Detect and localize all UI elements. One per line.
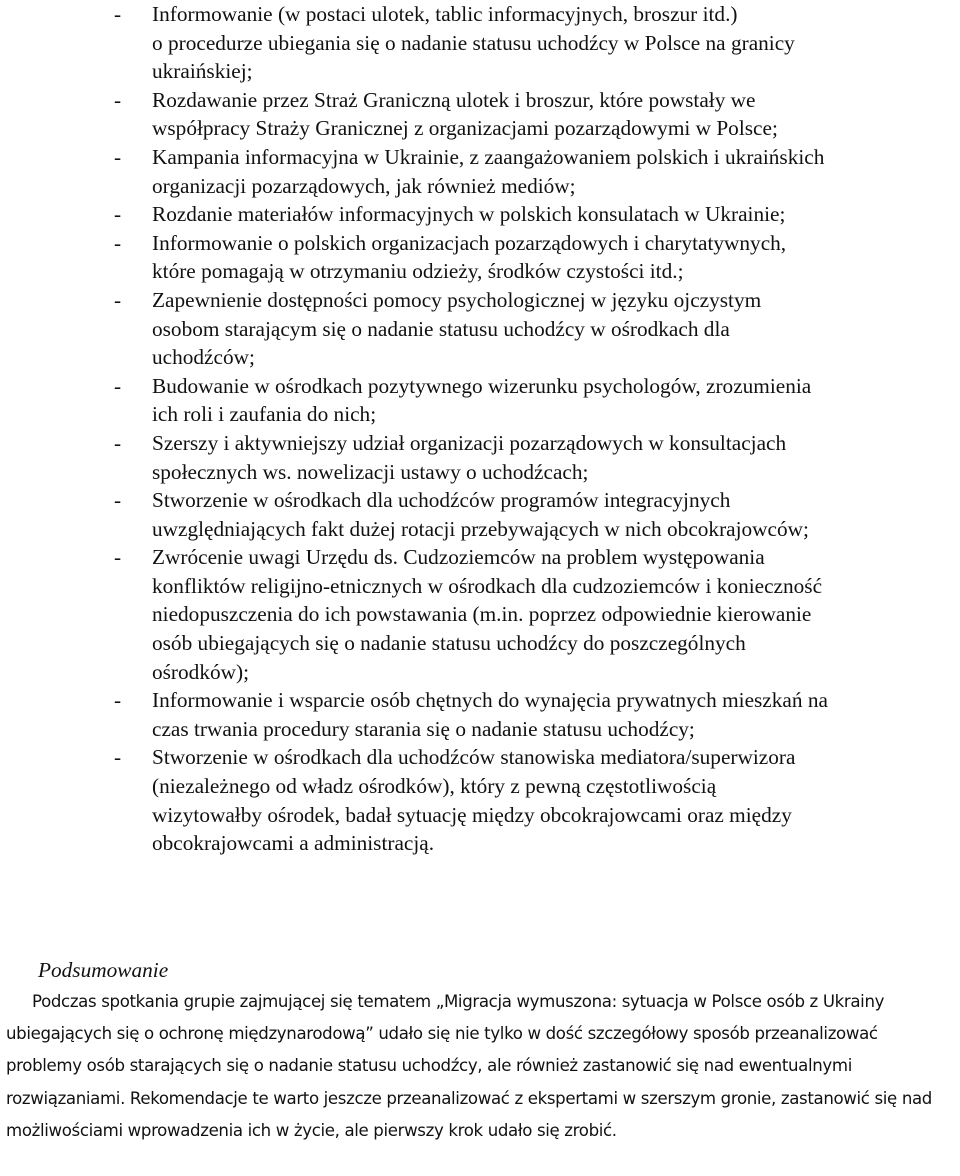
list-item [0, 486, 960, 543]
list-item-text: konfliktów religijno-etnicznych w ośrodkach dla cudzoziemców i konieczność [152, 573, 823, 598]
list-item-text: Szerszy i aktywniejszy udział organizacji pozarządowych w konsultacjach [152, 430, 787, 455]
list-item [0, 686, 960, 743]
bullet-dash: - [114, 2, 122, 26]
list-item-text: osób ubiegających się o nadanie statusu uchodźcy do poszczególnych [152, 631, 746, 656]
list-item-text: Stworzenie w ośrodkach dla uchodźców programów integracyjnych [152, 488, 731, 513]
list-item [0, 286, 960, 372]
list-item-text: Informowanie o polskich organizacjach pozarządowych i charytatywnych, [152, 230, 787, 255]
list-item-text: Zapewnienie dostępności pomocy psychologicznej w języku ojczystym [152, 287, 762, 312]
list-item-text: osobom starającym się o nadanie statusu uchodźcy w ośrodkach dla [152, 316, 730, 341]
list-item-text: Stworzenie w ośrodkach dla uchodźców stanowiska mediatora/superwizora [152, 745, 796, 770]
list-item-text: organizacji pozarządowych, jak również mediów; [152, 173, 576, 198]
bullet-dash: - [114, 287, 122, 312]
bullet-dash: - [114, 373, 122, 398]
list-item-text: obcokrajowcami a administracją. [152, 831, 435, 856]
list-item [0, 200, 960, 229]
list-item [0, 372, 960, 429]
list-item-text: Budowanie w ośrodkach pozytywnego wizerunku psychologów, zrozumienia [152, 373, 812, 398]
list-item-text: (niezależnego od władz ośrodków), który z pewną częstotliwością [152, 774, 717, 799]
bullet-dash: - [114, 202, 122, 227]
summary-heading: Podsumowanie [38, 958, 169, 982]
bullet-dash: - [114, 87, 122, 112]
list-item-text: Zwrócenie uwagi Urzędu ds. Cudzoziemców na problem występowania [152, 545, 765, 570]
list-item-text: ośrodków); [152, 659, 250, 684]
list-item-text: Kampania informacyjna w Ukrainie, z zaangażowaniem polskich i ukraińskich [152, 144, 825, 169]
bullet-dash: - [114, 144, 122, 169]
list-item-text: Informowanie (w postaci ulotek, tablic informacyjnych, broszur itd.) [152, 2, 738, 26]
list-item [0, 543, 960, 686]
bullet-dash: - [114, 745, 122, 770]
list-item-text: Informowanie i wsparcie osób chętnych do wynajęcia prywatnych mieszkań na [152, 688, 828, 713]
list-item-text: czas trwania procedury starania się o nadanie statusu uchodźcy; [152, 716, 695, 741]
list-item-text: społecznych ws. nowelizacji ustawy o uchodźcach; [152, 459, 589, 484]
list-item-text: uwzględniających fakt dużej rotacji przebywających w nich obcokrajowców; [152, 516, 809, 541]
list-item [0, 429, 960, 486]
list-item-text: ich roli i zaufania do nich; [152, 402, 377, 427]
bullet-dash: - [114, 688, 122, 713]
list-item-text: Rozdanie materiałów informacyjnych w polskich konsulatach w Ukrainie; [152, 202, 786, 227]
list-item-text: niedopuszczenia do ich powstawania (m.in. poprzez odpowiednie kierowanie [152, 602, 812, 627]
list-item-text: które pomagają w otrzymaniu odzieży, środków czystości itd.; [152, 259, 684, 284]
list-item-text: współpracy Straży Granicznej z organizacjami pozarządowymi w Polsce; [152, 116, 778, 141]
list-item [0, 743, 960, 857]
list-item-text: ukraińskiej; [152, 59, 253, 84]
bullet-dash: - [114, 545, 122, 570]
bullet-dash: - [114, 430, 122, 455]
list-item [0, 86, 960, 143]
bullet-dash: - [114, 488, 122, 513]
list-item [0, 229, 960, 286]
list-item-text: uchodźców; [152, 345, 255, 370]
list-item-text: wizytowałby ośrodek, badał sytuację między obcokrajowcami oraz między [152, 802, 792, 827]
list-item [0, 143, 960, 200]
summary-paragraph: Podczas spotkania grupie zajmującej się tematem „Migracja wymuszona: sytuacja w Polsce osób z Ukrainy ubiegających się o ochronę międzynarodową” udało się nie tylko w dość szczegółowy sposób przeanalizować problemy osób starających się o nadanie statusu uchodźcy, ale również zastanowić się nad ewentualnymi rozwiązaniami. Rekomendacje te warto jeszcze przeanalizować z ekspertami w szerszym gronie, zastanowić się nad możliwościami wprowadzenia ich w życie, ale pierwszy krok udało się zrobić. [6, 992, 932, 1140]
list-item-text: o procedurze ubiegania się o nadanie statusu uchodźcy w Polsce na granicy [152, 30, 795, 55]
list-item [0, 0, 960, 86]
list-item-text: Rozdawanie przez Straż Graniczną ulotek i broszur, które powstały we [152, 87, 756, 112]
bullet-dash: - [114, 230, 122, 255]
